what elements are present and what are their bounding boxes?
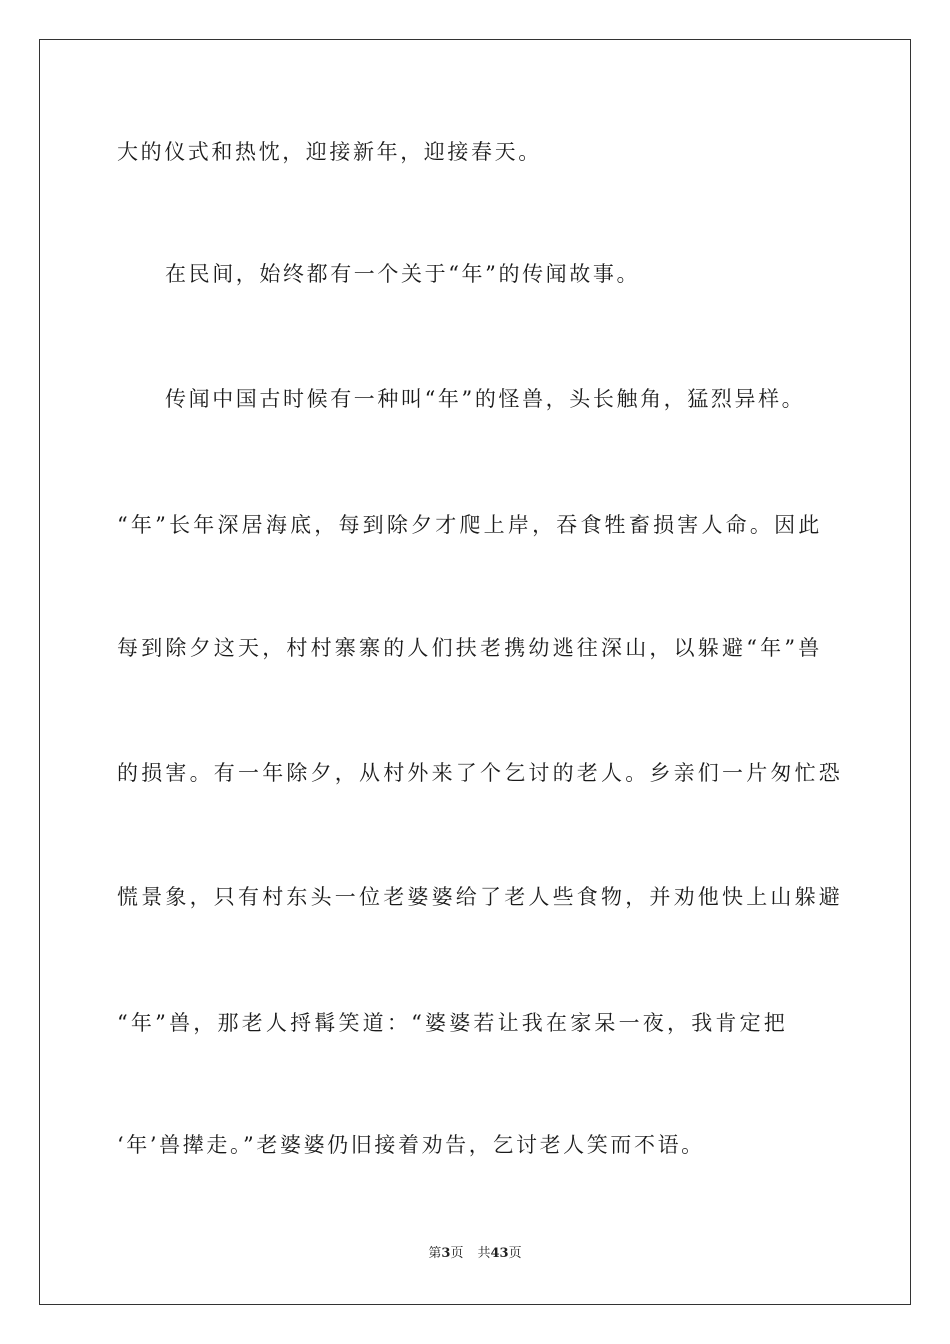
page-total: 43	[490, 1246, 509, 1261]
text-line-1: 大的仪式和热忱，迎接新年，迎接春天。	[117, 140, 542, 164]
text-line-3: 传闻中国古时候有一种叫“年”的怪兽，头长触角，猛烈异样。	[165, 387, 806, 411]
text-line-4: “年”长年深居海底，每到除夕才爬上岸，吞食牲畜损害人命。因此	[117, 513, 823, 537]
text-line-5: 每到除夕这天，村村寨寨的人们扶老携幼逃往深山，以躲避“年”兽	[117, 636, 823, 660]
total-suffix: 页	[508, 1246, 522, 1261]
text-line-8: “年”兽，那老人捋髯笑道：“婆婆若让我在家呆一夜，我肯定把	[117, 1011, 789, 1035]
page-border	[39, 39, 911, 1305]
text-line-6: 的损害。有一年除夕，从村外来了个乞讨的老人。乡亲们一片匆忙恐	[117, 761, 843, 785]
page-current: 3	[441, 1246, 451, 1261]
page-footer	[0, 1245, 950, 1263]
text-line-7: 慌景象，只有村东头一位老婆婆给了老人些食物，并劝他快上山躲避	[117, 885, 843, 909]
text-line-2: 在民间，始终都有一个关于“年”的传闻故事。	[165, 262, 641, 286]
text-line-9: ‘年’兽撵走。”老婆婆仍旧接着劝告，乞讨老人笑而不语。	[117, 1133, 705, 1157]
total-prefix: 共	[477, 1246, 491, 1261]
page-prefix: 第	[428, 1246, 442, 1261]
page-suffix: 页	[450, 1246, 464, 1261]
